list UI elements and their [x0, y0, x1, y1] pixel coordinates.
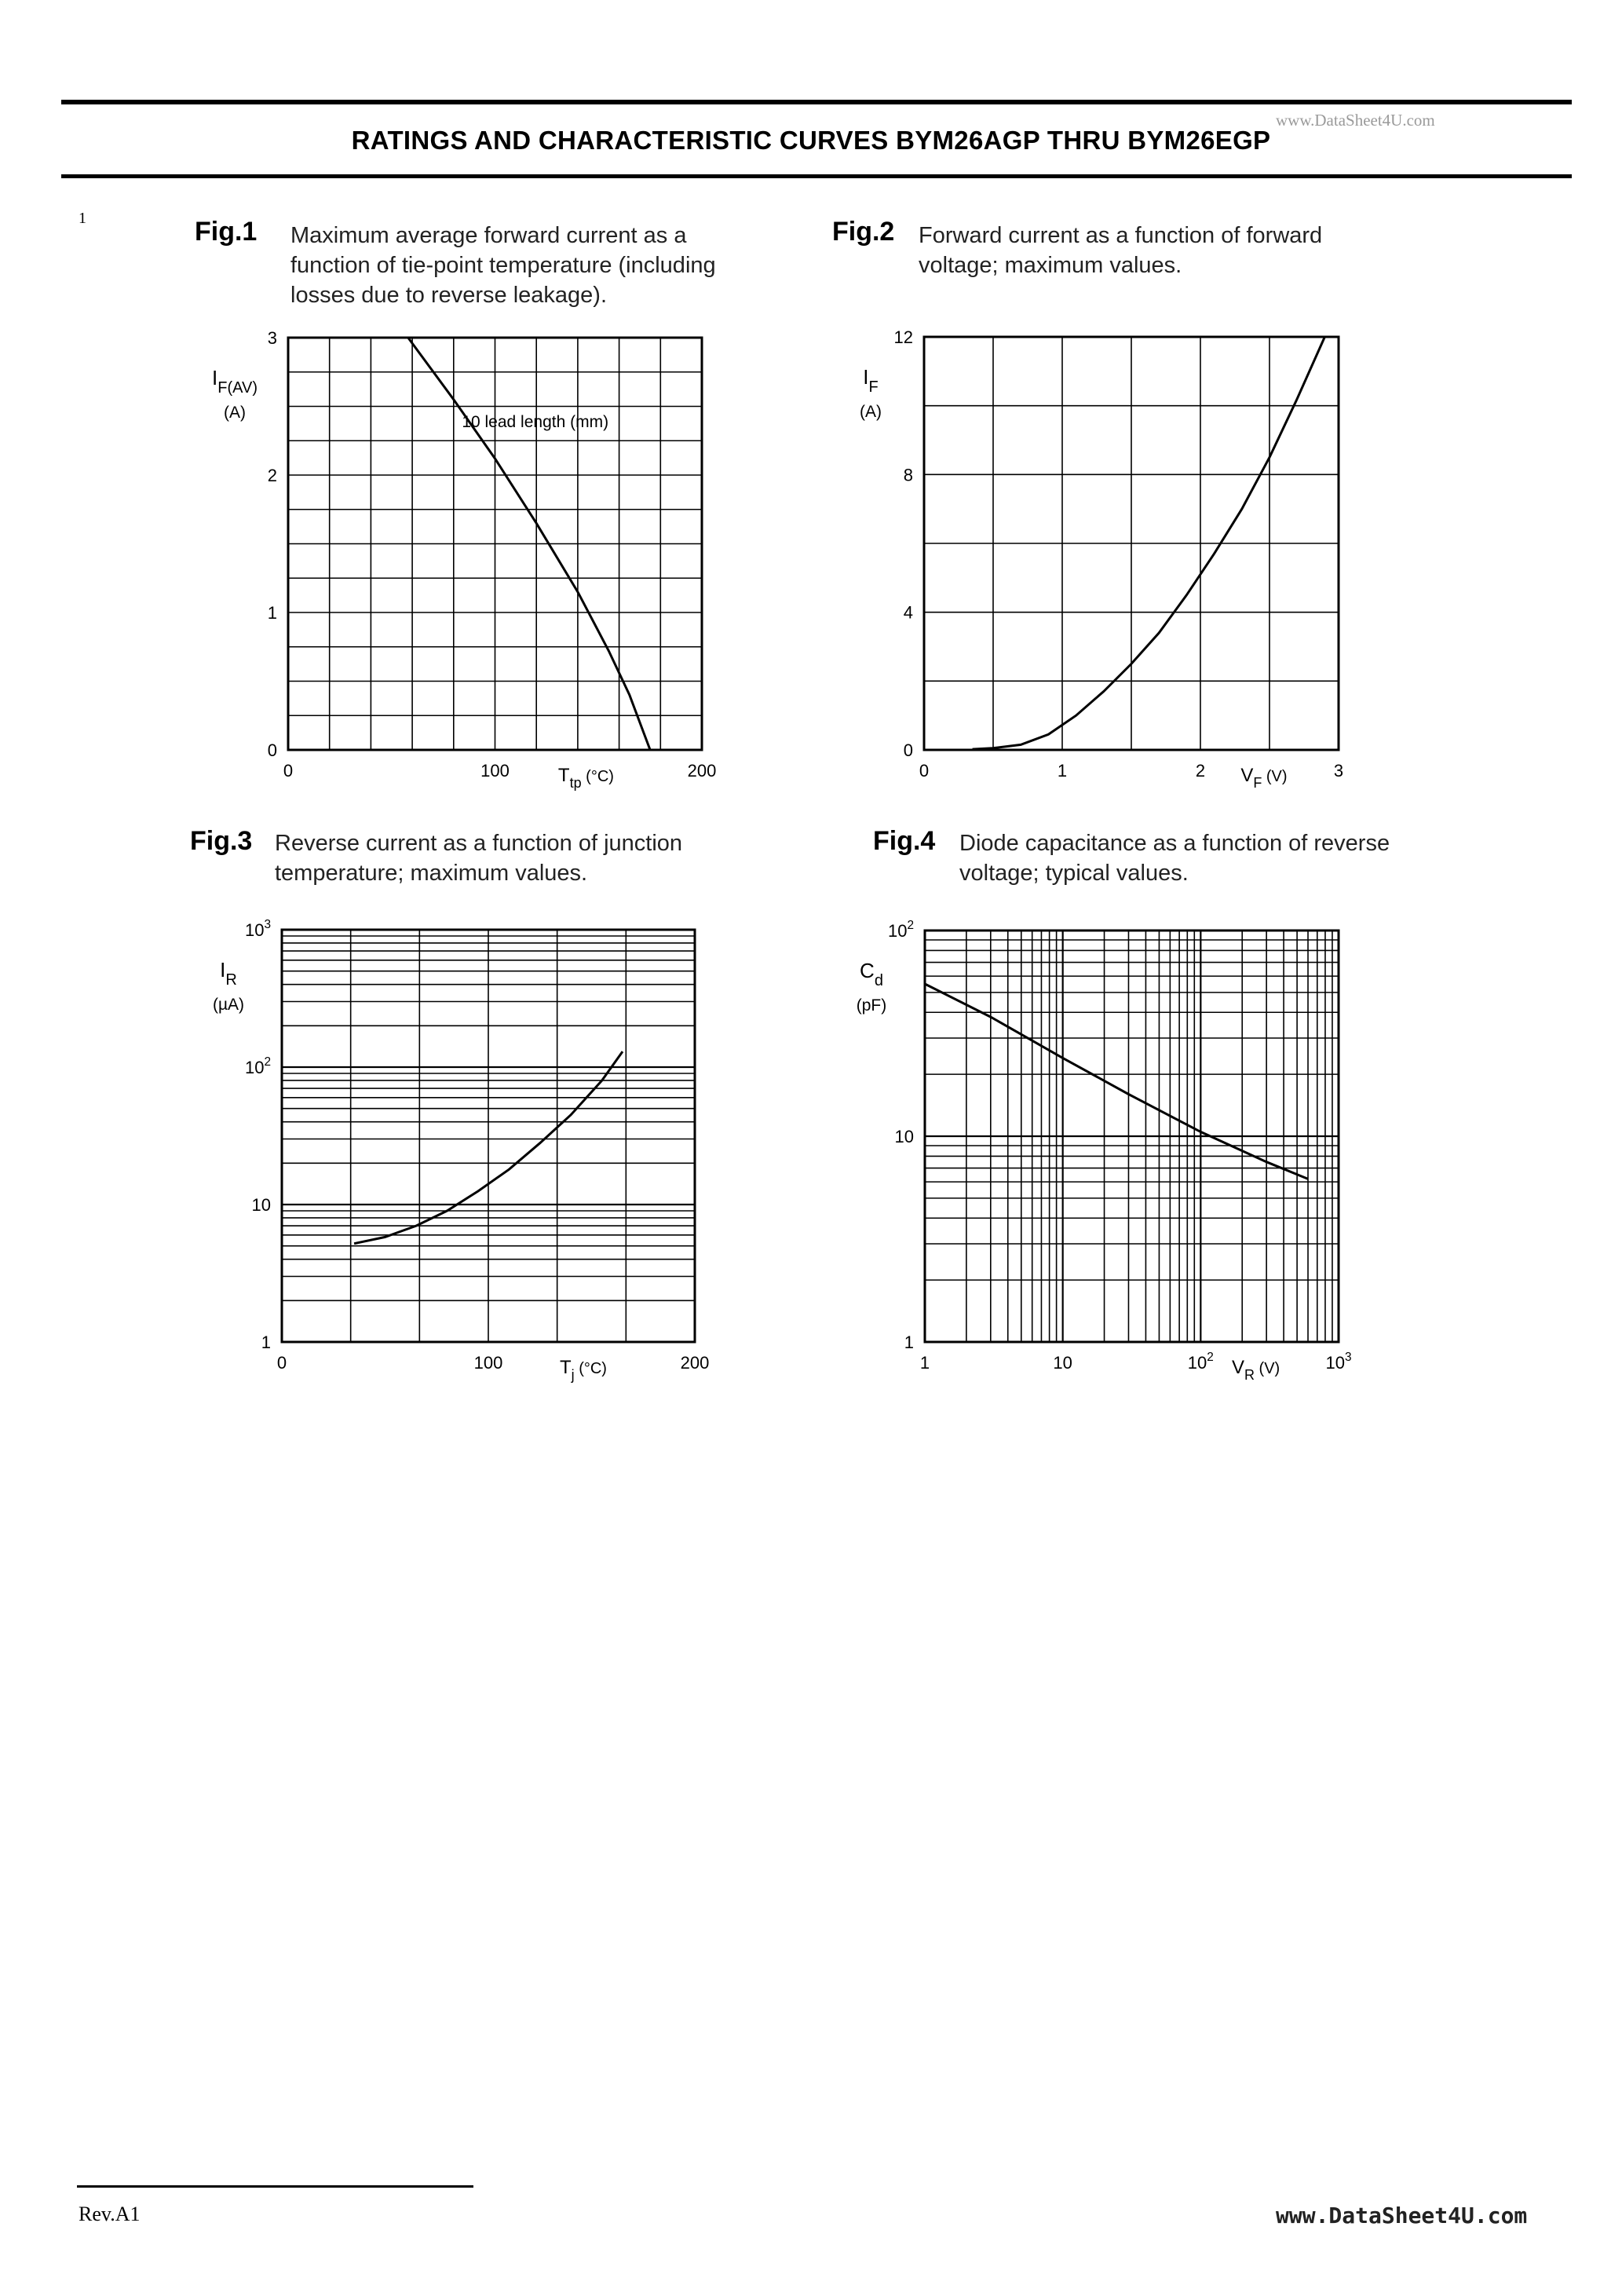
x-tick-label: 0: [919, 761, 930, 781]
x-tick-label: 200: [687, 761, 717, 781]
x-tick-label: $10^2$: [1187, 1351, 1214, 1373]
fig1-caption-line: Maximum average forward current as a: [290, 223, 687, 248]
fig1-caption-line: function of tie-point temperature (including: [290, 253, 716, 278]
y-tick-label: 12: [893, 327, 913, 347]
y-axis-label: $I_R$: [220, 958, 237, 989]
y-tick-label: 4: [903, 602, 913, 623]
y-axis-label: $C_d$: [860, 959, 883, 989]
y-tick-label: 3: [267, 328, 277, 348]
header-watermark: www.DataSheet4U.com: [1276, 111, 1435, 130]
fig2-label: Fig.2: [832, 217, 895, 247]
y-tick-label: $10^2$: [244, 1055, 271, 1077]
fig1-label: Fig.1: [195, 217, 258, 247]
y-tick-label: 1: [904, 1333, 914, 1352]
revision-label: Rev.A1: [79, 2203, 141, 2225]
y-tick-label: 1: [267, 603, 277, 623]
y-axis-unit: (µA): [212, 996, 245, 1014]
y-axis-unit: (A): [224, 404, 246, 422]
fig2-caption-line: voltage; maximum values.: [919, 253, 1182, 278]
x-tick-label: 10: [1053, 1353, 1072, 1373]
x-tick-label: 1: [919, 1353, 930, 1373]
y-tick-label: $10^3$: [244, 918, 271, 940]
y-axis-unit: (pF): [856, 996, 887, 1015]
fig1-caption-line: losses due to reverse leakage).: [290, 283, 607, 308]
y-axis-unit: (A): [860, 403, 882, 421]
y-tick-label: 10: [894, 1127, 914, 1146]
y-tick-label: 0: [903, 740, 913, 760]
x-tick-label: 100: [480, 761, 510, 781]
x-axis-label: $V_R$ $^{(V)}$: [1231, 1357, 1280, 1383]
x-axis-label: $V_F$ $^{(V)}$: [1240, 765, 1288, 791]
curve-annotation: 10 lead length (mm): [462, 412, 609, 431]
x-tick-label: 0: [276, 1353, 287, 1373]
x-axis-label: $T_j$ $^{(^\circ C)}$: [559, 1357, 607, 1383]
x-tick-label: 200: [680, 1353, 710, 1373]
x-tick-label: 0: [283, 761, 294, 781]
y-axis-label: $I_{F(AV)}$: [212, 366, 258, 397]
y-tick-label: 1: [261, 1333, 271, 1352]
fig3-label: Fig.3: [190, 826, 253, 856]
y-tick-label: 10: [251, 1195, 271, 1215]
fig4-caption-line: Diode capacitance as a function of reverse: [959, 831, 1390, 856]
x-axis-label: $T_{tp}$ $^{(^\circ C)}$: [557, 765, 614, 791]
y-axis-label: $I_F$: [863, 365, 879, 396]
page-number: 1: [79, 210, 86, 227]
y-tick-label: 8: [903, 465, 913, 485]
x-tick-label: 2: [1195, 761, 1206, 781]
x-tick-label: 100: [473, 1353, 503, 1373]
footer-rule: [77, 2185, 473, 2188]
x-tick-label: 1: [1057, 761, 1068, 781]
y-tick-label: 0: [267, 740, 277, 760]
fig4-label: Fig.4: [873, 826, 936, 856]
fig3-caption-line: temperature; maximum values.: [275, 861, 588, 886]
x-tick-label: $10^3$: [1325, 1351, 1352, 1373]
y-tick-label: 2: [267, 466, 277, 485]
fig3-caption-line: Reverse current as a function of junction: [275, 831, 683, 856]
fig2-caption-line: Forward current as a function of forward: [919, 223, 1323, 248]
page-title: RATINGS AND CHARACTERISTIC CURVES BYM26AGP THRU BYM26EGP: [351, 126, 1271, 155]
y-tick-label: $10^2$: [887, 919, 914, 941]
x-tick-label: 3: [1333, 761, 1344, 781]
series-line: [925, 984, 1308, 1179]
footer-watermark: www.DataSheet4U.com: [1276, 2203, 1528, 2228]
fig4-caption-line: voltage; typical values.: [959, 861, 1189, 886]
